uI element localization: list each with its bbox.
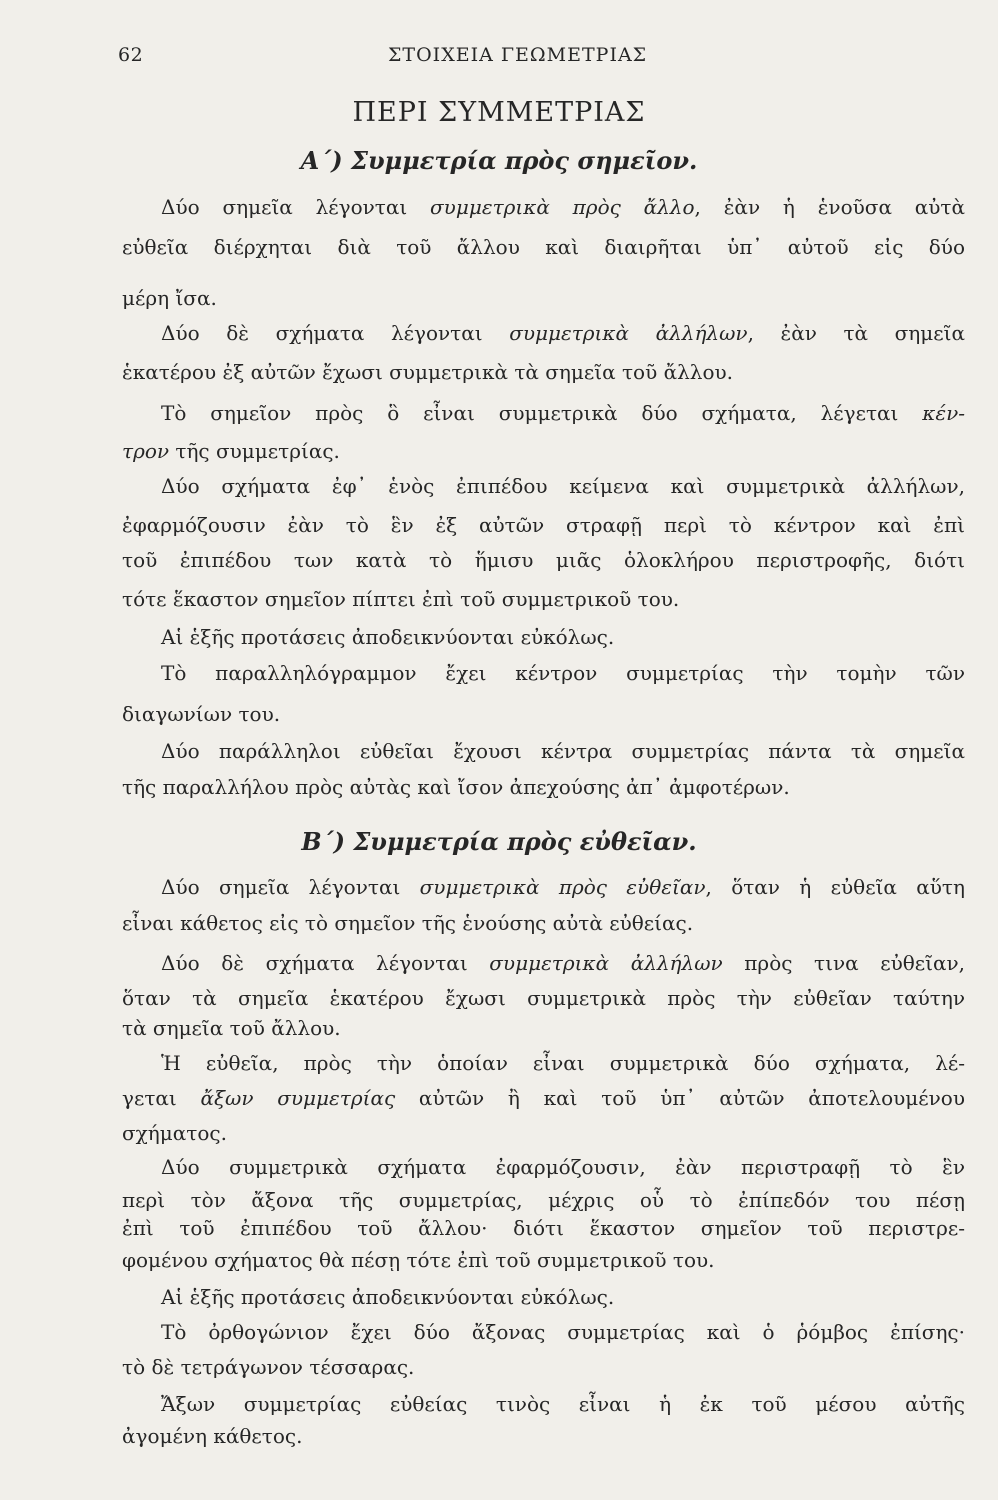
paragraph-line: Δύο παράλληλοι εὐθεῖαι ἔχουσι κέντρα συμμετρίας πάντα τὰ σημεῖα: [161, 739, 965, 763]
running-title: ΣΤΟΙΧΕΙΑ ΓΕΩΜΕΤΡΙΑΣ: [388, 44, 648, 66]
paragraph-line: περὶ τὸν ἄξονα τῆς συμμετρίας, μέχρις οὗ τὸ ἐπίπεδόν του πέσῃ: [122, 1188, 965, 1212]
page-header: [118, 44, 968, 78]
paragraph-line: εὐθεῖα διέρχηται διὰ τοῦ ἄλλου καὶ διαιρῆται ὑπ᾽ αὐτοῦ εἰς δύο: [122, 235, 965, 259]
chapter-title: ΠΕΡΙ ΣΥΜΜΕΤΡΙΑΣ: [352, 97, 646, 128]
paragraph-line: Δύο δὲ σχήματα λέγονται συμμετρικὰ ἀλλήλων, ἐὰν τὰ σημεῖα: [161, 321, 965, 345]
page-number: 62: [118, 44, 144, 66]
paragraph-line: τῆς παραλλήλου πρὸς αὐτὰς καὶ ἴσον ἀπεχούσης ἀπ᾽ ἀμφοτέρων.: [122, 775, 790, 799]
paragraph-line: Τὸ παραλληλόγραμμον ἔχει κέντρον συμμετρίας τὴν τομὴν τῶν: [161, 661, 965, 685]
paragraph-line: σχήματος.: [122, 1121, 227, 1145]
section-heading-b: Β΄) Συμμετρία πρὸς εὐθεῖαν.: [301, 827, 697, 856]
paragraph-line: ἐφαρμόζουσιν ἐὰν τὸ ἓν ἐξ αὐτῶν στραφῇ περὶ τὸ κέντρον καὶ ἐπὶ: [122, 513, 965, 537]
paragraph-line: μέρη ἴσα.: [122, 286, 217, 310]
paragraph-line: τρον τῆς συμμετρίας.: [122, 439, 340, 463]
paragraph-line: Τὸ σημεῖον πρὸς ὃ εἶναι συμμετρικὰ δύο σχήματα, λέγεται κέν-: [161, 401, 965, 425]
paragraph-line: Δύο σημεῖα λέγονται συμμετρικὰ πρὸς ἄλλο, ἐὰν ἡ ἑνοῦσα αὐτὰ: [161, 195, 965, 219]
paragraph-line: Τὸ ὀρθογώνιον ἔχει δύο ἄξονας συμμετρίας καὶ ὁ ῥόμβος ἐπίσης·: [161, 1320, 965, 1344]
paragraph-line: ἀγομένη κάθετος.: [122, 1424, 303, 1448]
paragraph-line: εἶναι κάθετος εἰς τὸ σημεῖον τῆς ἑνούσης αὐτὰ εὐθείας.: [122, 911, 694, 935]
paragraph-line: τὸ δὲ τετράγωνον τέσσαρας.: [122, 1355, 415, 1379]
paragraph-line: τὰ σημεῖα τοῦ ἄλλου.: [122, 1016, 341, 1040]
paragraph-line: Δύο συμμετρικὰ σχήματα ἐφαρμόζουσιν, ἐὰν περιστραφῇ τὸ ἓν: [161, 1155, 965, 1179]
paragraph-line: Δύο σημεῖα λέγονται συμμετρικὰ πρὸς εὐθεῖαν, ὅταν ἡ εὐθεῖα αὕτη: [161, 875, 965, 899]
paragraph-line: ἑκατέρου ἐξ αὐτῶν ἔχωσι συμμετρικὰ τὰ σημεῖα τοῦ ἄλλου.: [122, 360, 734, 384]
paragraph-line: ἐπὶ τοῦ ἐπιπέδου τοῦ ἄλλου· διότι ἕκαστον σημεῖον τοῦ περιστρε-: [122, 1216, 965, 1240]
paragraph-line: Ἡ εὐθεῖα, πρὸς τὴν ὁποίαν εἶναι συμμετρικὰ δύο σχήματα, λέ-: [161, 1051, 965, 1075]
paragraph-line: Ἄξων συμμετρίας εὐθείας τινὸς εἶναι ἡ ἐκ τοῦ μέσου αὐτῆς: [161, 1392, 965, 1416]
paragraph-line: Δύο δὲ σχήματα λέγονται συμμετρικὰ ἀλλήλων πρὸς τινα εὐθεῖαν,: [161, 951, 965, 975]
paragraph-line: φομένου σχήματος θὰ πέσῃ τότε ἐπὶ τοῦ συμμετρικοῦ του.: [122, 1248, 715, 1272]
paragraph-line: τοῦ ἐπιπέδου των κατὰ τὸ ἥμισυ μιᾶς ὁλοκλήρου περιστροφῆς, διότι: [122, 548, 965, 572]
paragraph-line: Δύο σχήματα ἐφ᾽ ἑνὸς ἐπιπέδου κείμενα καὶ συμμετρικὰ ἀλλήλων,: [161, 474, 965, 498]
paragraph-line: διαγωνίων του.: [122, 702, 281, 726]
paragraph-line: Αἱ ἑξῆς προτάσεις ἀποδεικνύονται εὐκόλως.: [161, 1285, 615, 1309]
paragraph-line: γεται ἄξων συμμετρίας αὐτῶν ἢ καὶ τοῦ ὑπ᾽ αὐτῶν ἀποτελουμένου: [122, 1086, 966, 1110]
section-heading-a: Α΄) Συμμετρία πρὸς σημεῖον.: [300, 146, 698, 175]
paragraph-line: Αἱ ἑξῆς προτάσεις ἀποδεικνύονται εὐκόλως.: [161, 625, 615, 649]
paragraph-line: τότε ἕκαστον σημεῖον πίπτει ἐπὶ τοῦ συμμετρικοῦ του.: [122, 587, 680, 611]
paragraph-line: ὅταν τὰ σημεῖα ἑκατέρου ἔχωσι συμμετρικὰ πρὸς τὴν εὐθεῖαν ταύτην: [122, 986, 965, 1010]
